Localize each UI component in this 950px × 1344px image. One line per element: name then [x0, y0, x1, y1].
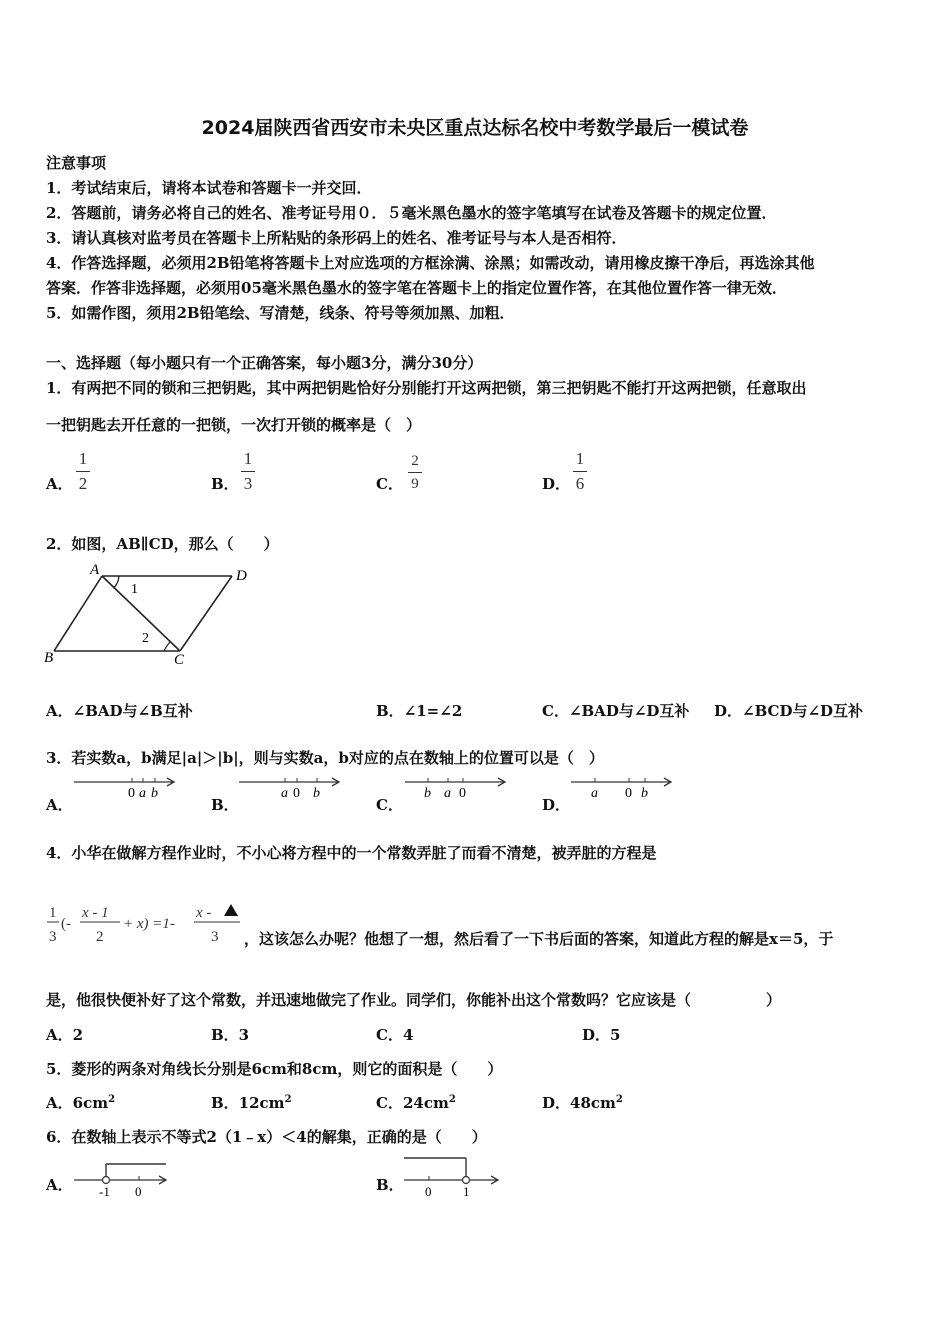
- tick-label: -1: [99, 1184, 110, 1199]
- angle-1-arc: [113, 576, 119, 588]
- tick-label: a: [139, 786, 146, 801]
- q5-stem: 5．菱形的两条对角线长分别是6cm和8cm，则它的面积是（ ）: [46, 1060, 503, 1078]
- notice-item: 3．请认真核对监考员在答题卡上所粘贴的条形码上的姓名、准考证号与本人是否相符．: [46, 229, 627, 247]
- eq-num-x-minus-1: x - 1: [82, 905, 109, 921]
- q1-stem-line1: 1．有两把不同的锁和三把钥匙，其中两把钥匙恰好分别能打开这两把锁，第三把钥匙不能打开这两把锁，任意取出: [46, 379, 807, 397]
- section-heading: 一、选择题（每小题只有一个正确答案，每小题3分，满分30分）: [46, 354, 483, 372]
- value: A．6cm: [46, 1094, 109, 1112]
- open-circle: [463, 1177, 470, 1184]
- value: B．12cm: [211, 1094, 285, 1112]
- q5-option-b: [211, 1092, 292, 1113]
- tick-label: 0: [459, 786, 466, 801]
- q3-option-b-label: B．: [211, 796, 239, 814]
- q4-equation: [44, 900, 254, 952]
- tick-label: b: [424, 786, 431, 801]
- q5-option-d: [542, 1092, 623, 1113]
- tick-label: b: [151, 786, 158, 801]
- q4-option-b: B．3: [211, 1026, 250, 1044]
- denominator: 3: [243, 474, 253, 493]
- q4-option-a: A．2: [46, 1026, 84, 1044]
- tick-label: b: [313, 786, 320, 801]
- notice-item: 4．作答选择题，必须用2B铅笔将答题卡上对应选项的方框涂满、涂黑；如需改动，请用橡皮擦干净后，再选涂其他: [46, 254, 815, 272]
- q6-option-a-label: A．: [46, 1176, 73, 1194]
- page-title: 2024届陕西省西安市未央区重点达标名校中考数学最后一模试卷: [201, 117, 749, 139]
- q1-option-b-label: B．: [211, 475, 239, 493]
- q1-option-b-fraction: [241, 449, 255, 494]
- q6-option-a-number-line: [72, 1158, 172, 1200]
- segment-cd: [180, 576, 232, 651]
- q1-stem-line2: 一把钥匙去开任意的一把锁，一次打开锁的概率是（ ）: [46, 416, 422, 434]
- tick-label: 1: [463, 1184, 470, 1199]
- tick-label: 0: [425, 1184, 432, 1199]
- open-circle: [103, 1177, 110, 1184]
- tick-label: 0: [625, 786, 632, 801]
- vertex-b-label: B: [44, 650, 54, 666]
- eq-num-1: 1: [49, 905, 57, 921]
- notice-item: 2．答题前，请务必将自己的姓名、准考证号用０．５毫米黑色墨水的签字笔填写在试卷及答题卡的规定位置．: [46, 204, 777, 222]
- q3-option-b-number-line: [237, 774, 345, 802]
- eq-num-x-minus: x -: [196, 905, 212, 921]
- q4-stem-line3: 是，他很快便补好了这个常数，并迅速地做完了作业。同学们，你能补出这个常数吗？它应该是（ ）: [46, 991, 782, 1009]
- denominator: 2: [78, 474, 88, 493]
- exponent: 2: [615, 1094, 623, 1105]
- q4-option-d: D．5: [582, 1026, 621, 1044]
- q4-option-c: C．4: [376, 1026, 414, 1044]
- vertex-d-label: D: [236, 568, 247, 584]
- q3-stem: 3．若实数a，b满足|a|＞|b|，则与实数a，b对应的点在数轴上的位置可以是（ ）: [46, 749, 604, 767]
- vertex-c-label: C: [174, 652, 185, 668]
- q3-option-a-number-line: [72, 774, 180, 802]
- q2-parallelogram-figure: [44, 561, 247, 669]
- q3-option-d-number-line: [569, 774, 677, 802]
- notice-item: 答案．作答非选择题，必须用05毫米黑色墨水的签字笔在答题卡上的指定位置作答，在其他位置作答一律无效．: [46, 279, 787, 297]
- q3-option-c-number-line: [403, 774, 511, 802]
- q5-option-a: [46, 1092, 115, 1113]
- q3-option-c-label: C．: [376, 796, 403, 814]
- exponent: 2: [448, 1094, 456, 1105]
- exponent: 2: [108, 1094, 116, 1105]
- q6-stem: 6．在数轴上表示不等式2（1﹣x）＜4的解集，正确的是（ ）: [46, 1128, 487, 1146]
- q3-option-a-label: A．: [46, 796, 73, 814]
- notice-item: 1．考试结束后，请将本试卷和答题卡一并交回．: [46, 179, 372, 197]
- tick-label: 0: [293, 786, 300, 801]
- value: D．48cm: [542, 1094, 616, 1112]
- q1-option-a-label: A．: [46, 475, 73, 493]
- value: C．24cm: [376, 1094, 449, 1112]
- q3-option-d-label: D．: [542, 796, 571, 814]
- angle-2-arc: [164, 642, 170, 651]
- notice-item: 5．如需作图，须用2B铅笔绘、写清楚，线条、符号等须加黑、加粗．: [46, 304, 515, 322]
- q2-option-a: A．∠BAD与∠B互补: [46, 702, 193, 720]
- tick-label: a: [281, 786, 288, 801]
- exponent: 2: [284, 1094, 292, 1105]
- numerator: 2: [411, 453, 419, 469]
- denominator: 9: [411, 476, 419, 492]
- eq-plus-x: + x) =1-: [123, 916, 175, 932]
- q1-option-c-label: C．: [376, 475, 403, 493]
- notice-heading: 注意事项: [46, 154, 107, 172]
- eq-den-3: 3: [49, 929, 57, 945]
- q2-stem: 2．如图，AB∥CD，那么（ ）: [46, 535, 279, 553]
- q6-option-b-label: B．: [376, 1176, 404, 1194]
- segment-ab: [54, 576, 102, 651]
- q1-option-d-fraction: [573, 449, 587, 494]
- tick-label: 0: [135, 1184, 142, 1199]
- numerator: 1: [243, 449, 253, 468]
- q4-stem: 4．小华在做解方程作业时，不小心将方程中的一个常数弄脏了而看不清楚，被弄脏的方程是: [46, 844, 657, 862]
- eq-open: (-: [61, 916, 71, 932]
- denominator: 6: [575, 474, 585, 493]
- tick-label: b: [641, 786, 648, 801]
- q2-option-d: D．∠BCD与∠D互补: [714, 702, 864, 720]
- q6-option-b-number-line: [402, 1152, 504, 1200]
- angle-1-label: 1: [131, 582, 138, 597]
- q1-option-d-label: D．: [542, 475, 571, 493]
- smudged-constant-triangle: [224, 904, 238, 916]
- q4-stem-continued: ，这该怎么办呢？他想了一想，然后看了一下书后面的答案，知道此方程的解是x＝5，于: [244, 930, 834, 948]
- q2-option-c: C．∠BAD与∠D互补: [542, 702, 690, 720]
- angle-2-label: 2: [142, 631, 149, 646]
- q5-option-c: [376, 1092, 456, 1113]
- eq-den-2: 2: [96, 929, 104, 945]
- numerator: 1: [78, 449, 88, 468]
- tick-label: a: [444, 786, 451, 801]
- q1-option-a-fraction: [76, 449, 90, 494]
- vertex-a-label: A: [90, 562, 100, 578]
- q2-option-b: B．∠1=∠2: [376, 702, 463, 720]
- numerator: 1: [575, 449, 585, 468]
- q1-option-c-fraction: [408, 452, 422, 493]
- eq-den-3b: 3: [211, 929, 219, 945]
- tick-label: 0: [128, 786, 135, 801]
- tick-label: a: [591, 786, 598, 801]
